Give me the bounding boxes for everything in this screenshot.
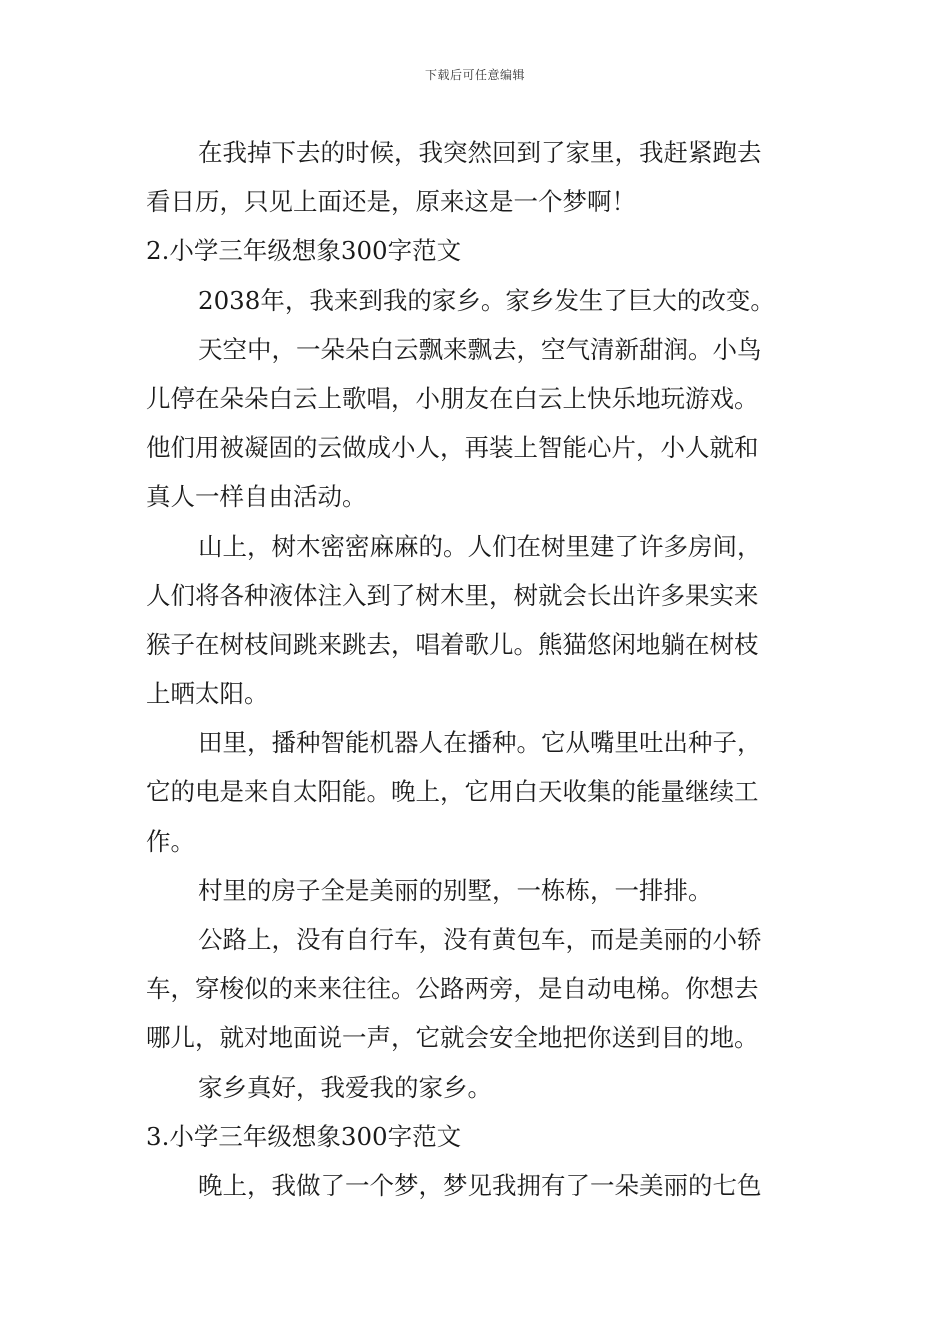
text-line: 上晒太阳。 xyxy=(146,679,269,709)
text-line: 田里，播种智能机器人在播种。它从嘴里吐出种子， xyxy=(198,728,762,758)
text-line: 哪儿，就对地面说一声，它就会安全地把你送到目的地。 xyxy=(146,1023,759,1053)
section-heading: 2.小学三年级想象300字范文 xyxy=(146,236,462,266)
document-body xyxy=(146,128,806,1210)
text-line: 公路上，没有自行车，没有黄包车，而是美丽的小轿 xyxy=(198,925,762,954)
section-heading: 3.小学三年级想象300字范文 xyxy=(146,1121,462,1151)
text-line: 家乡真好，我爱我的家乡。 xyxy=(198,1072,492,1102)
text-line: 猴子在树枝间跳来跳去，唱着歌儿。熊猫悠闲地躺在树枝 xyxy=(146,629,759,659)
text-line: 真人一样自由活动。 xyxy=(146,482,367,512)
text-line: 在我掉下去的时候，我突然回到了家里，我赶紧跑去 xyxy=(198,138,762,167)
text-line: 村里的房子全是美丽的别墅，一栋栋，一排排。 xyxy=(198,875,713,905)
text-line: 山上，树木密密麻麻的。人们在树里建了许多房间， xyxy=(198,531,762,561)
text-line: 儿停在朵朵白云上歌唱，小朋友在白云上快乐地玩游戏。 xyxy=(146,383,759,413)
text-line: 车，穿梭似的来来往往。公路两旁，是自动电梯。你想去 xyxy=(146,974,759,1004)
page-header: 下载后可任意编辑 xyxy=(424,68,525,82)
text-line: 作。 xyxy=(146,826,195,856)
text-line: 看日历，只见上面还是，原来这是一个梦啊！ xyxy=(146,187,636,217)
text-line: 晚上，我做了一个梦，梦见我拥有了一朵美丽的七色 xyxy=(198,1170,762,1200)
text-line: 天空中，一朵朵白云飘来飘去，空气清新甜润。小鸟 xyxy=(198,334,762,364)
text-line: 它的电是来自太阳能。晚上，它用白天收集的能量继续工 xyxy=(146,777,759,807)
text-line: 他们用被凝固的云做成小人，再装上智能心片，小人就和 xyxy=(146,433,759,463)
text-line: 2038年，我来到我的家乡。家乡发生了巨大的改变。 xyxy=(198,285,775,315)
text-line: 人们将各种液体注入到了树木里，树就会长出许多果实来 xyxy=(146,580,759,610)
